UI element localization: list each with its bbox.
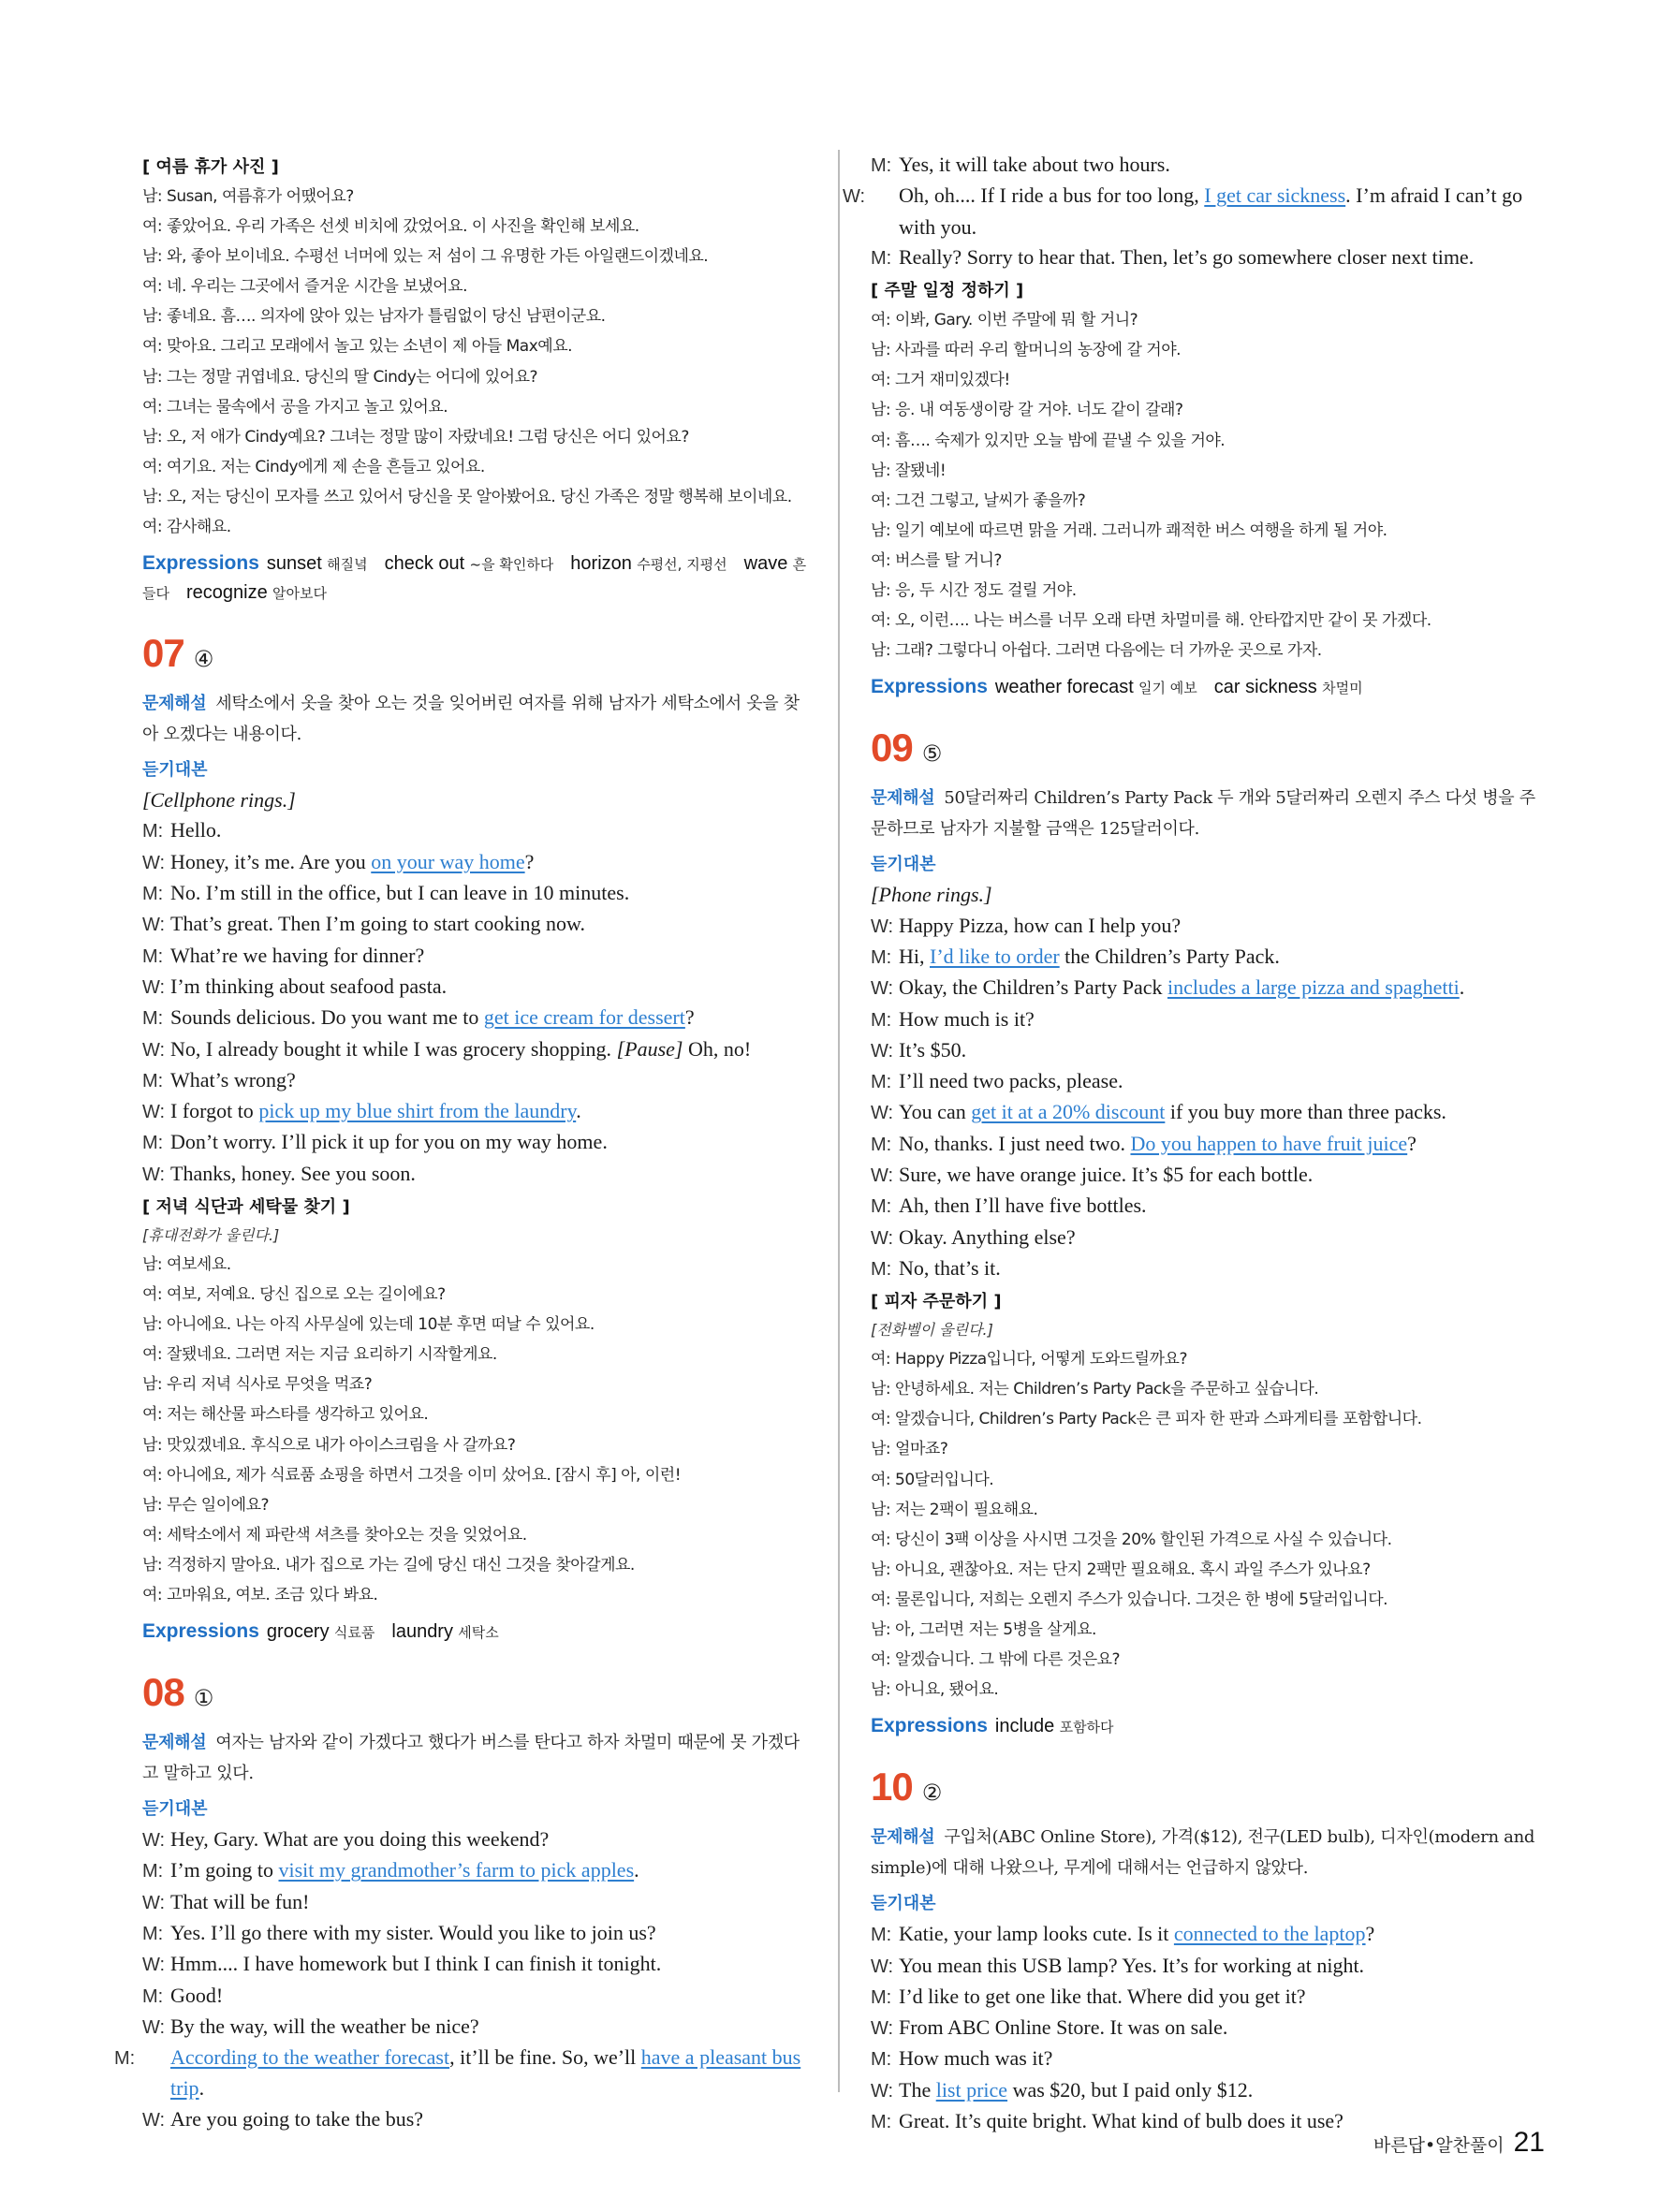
line-text: I’m thinking about seafood pasta.	[170, 974, 448, 998]
explanation	[142, 688, 809, 750]
kr-transcript-line: 여: 버스를 탈 거니?	[871, 550, 1002, 570]
kr-transcript-line: 여: 좋았어요. 우리 가족은 선셋 비치에 갔었어요. 이 사진을 확인해 보세요.	[142, 217, 639, 237]
speaker: M:	[114, 2048, 136, 2070]
page-number: 21	[1513, 2127, 1545, 2158]
line-text: Katie, your lamp looks cute. Is it	[899, 1922, 1174, 1946]
expression-term: recognize	[185, 582, 268, 604]
line-text: , it’ll be fine. So, we’ll	[449, 2045, 641, 2070]
line-text: ?	[684, 1005, 695, 1030]
speaker: M:	[142, 1070, 164, 1091]
line-text: Okay. Anything else?	[899, 1224, 1076, 1249]
line-text: By the way, will the weather be nice?	[170, 2014, 479, 2038]
dialogue-line	[871, 2013, 1537, 2044]
expressions-items	[995, 678, 1380, 697]
kr-section-title: [ 저녁 식단과 세탁물 찾기 ]	[142, 1196, 350, 1217]
line-text: From ABC Online Store. It was on sale.	[899, 2015, 1228, 2040]
dialogue-line	[871, 1004, 1537, 1035]
line-text: Hey, Gary. What are you doing this weekend?	[170, 1827, 550, 1852]
expressions-label: Expressions	[142, 1620, 259, 1643]
dialogue-line	[871, 1253, 1537, 1284]
kr-transcript-line: 남: 응. 내 여동생이랑 갈 거야. 너도 같이 갈래?	[871, 401, 1183, 420]
speaker: M:	[871, 1986, 892, 2008]
blank-answer: According to the weather forecast	[170, 2045, 450, 2070]
expression-term: include	[994, 1716, 1055, 1737]
pause-direction: [Pause]	[616, 1036, 683, 1061]
line-text: was $20, but I paid only $12.	[1007, 2077, 1254, 2102]
kr-transcript-line: 남: 우리 저녁 식사로 무엇을 먹죠?	[142, 1375, 373, 1395]
expression-meaning: 세탁소	[458, 1624, 499, 1642]
line-text: Good!	[170, 1983, 224, 2007]
line-text: No, thanks. I just need two.	[899, 1131, 1131, 1155]
kr-transcript-line: 남: 그는 정말 귀엽네요. 당신의 딸 Cindy는 어디에 있어요?	[142, 367, 538, 387]
speaker: W:	[142, 1955, 166, 1976]
dialogue-line	[142, 1065, 809, 1096]
kr-transcript-line: 여: 그건 그렇고, 날씨가 좋을까?	[871, 491, 1086, 510]
line-text: Honey, it’s me. Are you	[170, 849, 372, 873]
line-text: I’m going to	[170, 1858, 279, 1882]
kr-section-title: [ 피자 주문하기 ]	[871, 1292, 1002, 1312]
kr-transcript	[142, 1250, 809, 1610]
page-footer	[1373, 2127, 1545, 2164]
dialogue-line	[871, 150, 1537, 181]
answer-symbol: ①	[193, 1685, 214, 1712]
line-text: ?	[1407, 1131, 1417, 1155]
speaker: W:	[871, 1103, 894, 1124]
kr-transcript-line: 남: 저는 2팩이 필요해요.	[871, 1500, 1038, 1519]
line-text: Hmm.... I have homework but I think I can finish it tonight.	[170, 1952, 662, 1976]
blank-answer: includes a large pizza and spaghetti	[1167, 975, 1460, 1000]
line-text: Hi,	[899, 944, 930, 968]
line-text: What’re we having for dinner?	[170, 943, 425, 967]
speaker: M:	[142, 945, 164, 967]
line-text: Oh, oh.... If I ride a bus for too long,	[899, 183, 1205, 208]
line-text: Thanks, honey. See you soon.	[170, 1161, 416, 1185]
speaker: W:	[142, 852, 166, 873]
line-text: That will be fun!	[170, 1889, 310, 1913]
question-number: 08	[142, 1670, 184, 1715]
dialogue-line	[142, 1824, 809, 1855]
line-text: .	[634, 1858, 639, 1882]
blank-answer: I get car sickness	[1204, 183, 1346, 208]
explanation-text: 여자는 남자와 같이 가겠다고 했다가 버스를 탄다고 하자 차멀미 때문에 못 가겠다고 말하고 있다.	[142, 1733, 800, 1784]
speaker: W:	[871, 916, 894, 937]
line-text: ?	[1365, 1922, 1375, 1946]
kr-transcript-line: 여: 그거 재미있겠다!	[871, 371, 1010, 390]
line-text: Happy Pizza, how can I help you?	[899, 913, 1182, 937]
dialogue-line	[871, 242, 1537, 273]
book-title: 바른답•알찬풀이	[1373, 2135, 1505, 2156]
explanation	[871, 783, 1537, 844]
kr-section-title: [ 주말 일정 정하기 ]	[871, 281, 1024, 301]
kr-transcript-line: 여: 잘됐네요. 그러면 저는 지금 요리하기 시작할게요.	[142, 1345, 497, 1365]
script-label: 듣기대본	[142, 1799, 208, 1820]
speaker: W:	[142, 2016, 166, 2038]
kr-section-title: [ 여름 휴가 사진 ]	[142, 157, 279, 177]
kr-transcript-line: 여: Happy Pizza입니다, 어떻게 도와드릴까요?	[871, 1350, 1187, 1370]
line-text: You mean this USB lamp? Yes. It’s for working at night.	[899, 1953, 1365, 1977]
kr-transcript-line: 여: 아니에요, 제가 식료품 쇼핑을 하면서 그것을 이미 샀어요. [잠시 후] 아, 이런!	[142, 1465, 682, 1485]
kr-transcript-line: 남: 여보세요.	[142, 1254, 231, 1274]
expressions-label: Expressions	[142, 552, 259, 575]
dialogue-line	[871, 1223, 1537, 1253]
kr-transcript-line: 남: 얼마죠?	[871, 1440, 948, 1459]
question-number: 09	[871, 725, 913, 770]
speaker: W:	[871, 1956, 894, 1977]
kr-transcript-line: 남: 그래? 그렇다니 아쉽다. 그러면 다음에는 더 가까운 곳으로 가자.	[871, 641, 1322, 661]
line-text: Yes, it will take about two hours.	[899, 153, 1170, 176]
answer-symbol: ②	[921, 1780, 943, 1807]
kr-transcript-line: 남: 일기 예보에 따르면 맑을 거래. 그러니까 쾌적한 버스 여행을 하게 될 거야.	[871, 520, 1387, 540]
line-text: . I’m afraid I can’t go with you.	[899, 183, 1523, 239]
expression-term: laundry	[391, 1621, 453, 1643]
blank-answer: get ice cream for dessert	[483, 1005, 685, 1030]
speaker: W:	[142, 2109, 166, 2131]
dialogue-line	[142, 847, 809, 878]
dialogue-line	[871, 1129, 1537, 1160]
line-text: How much is it?	[899, 1006, 1035, 1031]
dialogue-line	[142, 972, 809, 1003]
kr-transcript-line: 남: 아니요, 됐어요.	[871, 1680, 999, 1700]
dialogue-line	[871, 1160, 1537, 1191]
kr-transcript-line: 여: 여기요. 저는 Cindy에게 제 손을 흔들고 있어요.	[142, 457, 485, 476]
expression-meaning: ~을 확인하다	[469, 556, 554, 574]
speaker: W:	[871, 1227, 894, 1249]
kr-stage-direction: [전화벨이 울린다.]	[871, 1321, 993, 1340]
line-text: Ah, then I’ll have five bottles.	[899, 1194, 1147, 1218]
dialogue-line	[142, 1918, 809, 1949]
blank-answer: connected to the laptop	[1173, 1922, 1366, 1946]
column-divider	[838, 150, 840, 2092]
speaker: W:	[142, 1039, 166, 1061]
speaker: M:	[142, 884, 164, 905]
stage-direction: [Phone rings.]	[871, 883, 992, 907]
kr-transcript-line: 남: 좋네요. 흠…. 의자에 앉아 있는 남자가 틀림없이 당신 남편이군요.	[142, 307, 606, 327]
line-text: .	[1459, 975, 1465, 1000]
kr-transcript-line: 남: 응, 두 시간 정도 걸릴 거야.	[871, 581, 1077, 601]
expression-term: horizon	[570, 553, 632, 575]
dialogue-line	[871, 2075, 1537, 2106]
speaker: W:	[871, 1165, 894, 1186]
blank-answer: Do you happen to have fruit juice	[1130, 1131, 1408, 1155]
kr-transcript-line: 여: 고마워요, 여보. 조금 있다 봐요.	[142, 1586, 378, 1605]
speaker: M:	[871, 1134, 892, 1155]
explanation-text: 구입처(ABC Online Store), 가격($12), 전구(LED bulb), 디자인(modern and simple)에 대해 나왔으나, 무게에 대해서는 언급하지 않았다.	[871, 1827, 1535, 1879]
line-text: if you buy more than three packs.	[1165, 1100, 1446, 1124]
dialogue-line	[871, 973, 1537, 1003]
question-header-08	[142, 1671, 809, 1723]
speaker: M:	[142, 1861, 164, 1882]
explanation	[142, 1727, 809, 1789]
line-text: the Children’s Party Pack.	[1059, 944, 1280, 968]
line-text: You can	[899, 1100, 972, 1124]
line-text: Okay, the Children’s Party Pack	[899, 975, 1167, 1000]
kr-transcript-line: 여: 이봐, Gary. 이번 주말에 뭐 할 거니?	[871, 311, 1138, 330]
speaker: W:	[142, 915, 166, 936]
explanation-label: 문제해설	[142, 1733, 207, 1753]
speaker: W:	[871, 978, 894, 1000]
blank-answer: pick up my blue shirt from the laundry	[258, 1099, 577, 1123]
line-text: ?	[524, 849, 535, 873]
dialogue-line	[142, 1127, 809, 1158]
dialogue-line	[871, 1951, 1537, 1982]
speaker: M:	[871, 2049, 892, 2071]
speaker: M:	[871, 2112, 892, 2133]
dialogue-line	[871, 911, 1537, 942]
line-text: I forgot to	[170, 1099, 259, 1123]
dialogue-line	[142, 878, 809, 909]
dialogue-line	[142, 1855, 809, 1886]
line-text: .	[198, 2076, 205, 2101]
answer-symbol: ④	[193, 646, 214, 673]
blank-answer: list price	[935, 2077, 1008, 2102]
speaker: M:	[871, 1925, 892, 1946]
speaker: M:	[871, 946, 892, 968]
blank-answer: visit my grandmother’s farm to pick apples	[278, 1858, 635, 1882]
dialogue-line	[142, 909, 809, 940]
expression-meaning: 수평선, 지평선	[637, 556, 727, 574]
kr-transcript-line: 여: 오, 이런…. 나는 버스를 너무 오래 타면 차멀미를 해. 안타깝지만 같이 못 가겠다.	[871, 611, 1431, 631]
dialogue-line	[843, 181, 1537, 242]
line-text: What’s wrong?	[170, 1067, 296, 1091]
kr-transcript-line: 여: 50달러입니다.	[871, 1470, 994, 1489]
expression-meaning: 포함하다	[1059, 1719, 1114, 1736]
right-column	[843, 150, 1537, 2137]
line-text: That’s great. Then I’m going to start cooking now.	[170, 912, 585, 936]
speaker: M:	[871, 155, 892, 176]
line-text: The	[899, 2077, 936, 2102]
question-number: 07	[142, 631, 184, 676]
kr-transcript-line: 남: 맛있겠네요. 후식으로 내가 아이스크림을 사 갈까요?	[142, 1435, 516, 1455]
kr-transcript-line: 여: 당신이 3팩 이상을 사시면 그것을 20% 할인된 가격으로 사실 수 있습니다.	[871, 1530, 1392, 1549]
line-text: No, I already bought it while I was grocery shopping.	[170, 1036, 617, 1061]
kr-transcript-line: 남: 오, 저 애가 Cindy예요? 그녀는 정말 많이 자랐네요! 그럼 당신은 어디 있어요?	[142, 427, 689, 447]
script-label: 듣기대본	[142, 760, 208, 781]
answer-symbol: ⑤	[921, 740, 943, 768]
expressions	[142, 549, 809, 608]
kr-transcript-line: 여: 그녀는 물속에서 공을 가지고 놀고 있어요.	[142, 397, 448, 417]
explanation-label: 문제해설	[871, 788, 935, 809]
expression-term: grocery	[266, 1621, 330, 1643]
line-text: Don’t worry. I’ll pick it up for you on my way home.	[170, 1130, 608, 1154]
speaker: W:	[142, 1164, 166, 1185]
kr-transcript-line: 남: 오, 저는 당신이 모자를 쓰고 있어서 당신을 못 알아봤어요. 당신 가족은 정말 행복해 보이네요.	[142, 487, 792, 506]
kr-transcript-line: 남: 아니에요. 나는 아직 사무실에 있는데 10분 후면 떠날 수 있어요.	[142, 1315, 595, 1335]
line-text: How much was it?	[899, 2046, 1053, 2071]
question-header-10	[871, 1765, 1537, 1818]
blank-answer: get it at a 20% discount	[971, 1100, 1166, 1124]
expressions-label: Expressions	[871, 676, 988, 698]
question-number: 10	[871, 1765, 913, 1809]
dialogue-line	[142, 815, 809, 846]
dialogue-line	[142, 941, 809, 972]
dialogue-line	[142, 2104, 809, 2135]
stage-direction: [Cellphone rings.]	[142, 788, 296, 813]
explanation	[871, 1822, 1537, 1883]
expression-term: sunset	[266, 553, 322, 575]
kr-stage-direction: [휴대전화가 울린다.]	[142, 1225, 280, 1244]
line-text: Are you going to take the bus?	[170, 2106, 424, 2131]
kr-transcript-line: 여: 저는 해산물 파스타를 생각하고 있어요.	[142, 1405, 429, 1425]
blank-answer: on your way home	[371, 849, 525, 873]
speaker: M:	[871, 1072, 892, 1093]
expressions-items	[267, 1622, 516, 1642]
dialogue-line	[871, 1097, 1537, 1128]
explanation-text: 50달러짜리 Children’s Party Pack 두 개와 5달러짜리 오렌지 주스 다섯 병을 주문하므로 남자가 지불할 금액은 125달러이다.	[871, 788, 1535, 840]
kr-transcript-line: 남: 걱정하지 말아요. 내가 집으로 가는 길에 당신 대신 그것을 찾아갈게요.	[142, 1555, 635, 1575]
expression-meaning: 흔들다	[142, 556, 807, 603]
kr-transcript-line: 여: 흠…. 숙제가 있지만 오늘 밤에 끝낼 수 있을 거야.	[871, 431, 1226, 450]
dialogue-line	[142, 1003, 809, 1033]
speaker: M:	[871, 1196, 892, 1218]
left-column	[114, 150, 809, 2135]
expression-meaning: 일기 예보	[1138, 680, 1197, 697]
dialogue-line	[142, 2012, 809, 2043]
kr-transcript	[871, 1344, 1537, 1705]
line-text: Sounds delicious. Do you want me to	[170, 1005, 484, 1030]
explanation-text: 세탁소에서 옷을 찾아 오는 것을 잊어버린 여자를 위해 남자가 세탁소에서 옷을 찾아 오겠다는 내용이다.	[142, 694, 800, 745]
line-text: Yes. I’ll go there with my sister. Would you like to join us?	[170, 1921, 656, 1944]
expression-meaning: 차멀미	[1322, 680, 1363, 697]
expressions-label: Expressions	[871, 1715, 988, 1737]
line-text: Oh, no!	[683, 1036, 752, 1061]
question-header-09	[871, 726, 1537, 779]
line-text: I’ll need two packs, please.	[899, 1069, 1123, 1093]
speaker: M:	[142, 1924, 164, 1944]
expression-meaning: 식료품	[333, 1624, 375, 1642]
expression-term: wave	[743, 553, 788, 575]
dialogue-line	[871, 942, 1537, 973]
speaker: M:	[142, 1008, 164, 1030]
line-text: Hello.	[170, 818, 222, 842]
speaker: M:	[871, 247, 892, 269]
expression-meaning: 알아보다	[272, 585, 327, 603]
kr-transcript-line: 남: 사과를 따러 우리 할머니의 농장에 갈 거야.	[871, 341, 1182, 360]
dialogue-line	[142, 1034, 809, 1065]
kr-transcript-line: 여: 세탁소에서 제 파란색 셔츠를 찾아오는 것을 잊었어요.	[142, 1525, 527, 1545]
expression-term: check out	[384, 553, 465, 575]
kr-transcript-line: 남: 아니요, 괜찮아요. 저는 단지 2팩만 필요해요. 혹시 과일 주스가 있나요?	[871, 1560, 1371, 1579]
kr-transcript-line: 여: 맞아요. 그리고 모래에서 놀고 있는 소년이 제 아들 Max예요.	[142, 337, 573, 357]
speaker: W:	[871, 2018, 894, 2040]
speaker: W:	[142, 1102, 166, 1123]
dialogue	[871, 1919, 1537, 2137]
dialogue	[114, 1824, 809, 2135]
speaker: W:	[871, 2080, 894, 2102]
speaker: M:	[871, 1258, 892, 1280]
kr-transcript-line: 여: 알겠습니다. 그 밖에 다른 것은요?	[871, 1650, 1121, 1670]
kr-transcript	[142, 182, 809, 542]
expressions	[871, 1712, 1537, 1741]
dialogue-line	[871, 1035, 1537, 1066]
script-label: 듣기대본	[871, 855, 936, 875]
kr-transcript-line: 남: 무슨 일이에요?	[142, 1495, 270, 1515]
line-text: No. I’m still in the office, but I can leave in 10 minutes.	[170, 881, 630, 905]
expressions	[871, 673, 1537, 702]
speaker: M:	[871, 1009, 892, 1031]
line-text: Really? Sorry to hear that. Then, let’s go somewhere closer next time.	[899, 244, 1475, 269]
kr-transcript	[871, 305, 1537, 666]
dialogue-line	[871, 1066, 1537, 1097]
line-text: Great. It’s quite bright. What kind of bulb does it use?	[899, 2109, 1343, 2133]
explanation-label: 문제해설	[871, 1827, 935, 1848]
expressions-items	[995, 1717, 1131, 1736]
dialogue-line	[142, 1949, 809, 1980]
speaker: W:	[871, 1040, 894, 1062]
dialogue-line	[142, 1096, 809, 1127]
dialogue-line	[871, 2044, 1537, 2074]
kr-transcript-line: 여: 감사해요.	[142, 518, 231, 537]
speaker: W:	[843, 186, 866, 208]
line-text: Sure, we have orange juice. It’s $5 for each bottle.	[899, 1162, 1314, 1186]
script-label: 듣기대본	[871, 1894, 936, 1914]
speaker: W:	[142, 1892, 166, 1913]
speaker: W:	[142, 976, 166, 998]
kr-transcript-line: 남: 와, 좋아 보이네요. 수평선 너머에 있는 저 섬이 그 유명한 가든 아일랜드이겠네요.	[142, 247, 709, 267]
blank-answer: I’d like to order	[930, 944, 1060, 968]
line-text: It’s $50.	[899, 1037, 967, 1062]
dialogue-line	[871, 1191, 1537, 1222]
kr-transcript-line: 남: 아, 그러면 저는 5병을 살게요.	[871, 1620, 1096, 1640]
dialogue-line	[871, 1919, 1537, 1950]
expressions	[142, 1618, 809, 1647]
expression-term: weather forecast	[994, 677, 1134, 698]
dialogue-line	[142, 1887, 809, 1918]
dialogue-line	[114, 2043, 809, 2104]
speaker: M:	[142, 821, 164, 842]
dialogue	[142, 815, 809, 1190]
speaker: M:	[142, 1985, 164, 2007]
kr-transcript-line: 여: 네. 우리는 그곳에서 즐거운 시간을 보냈어요.	[142, 277, 467, 297]
question-header-07	[142, 632, 809, 684]
speaker: W:	[142, 1830, 166, 1852]
kr-transcript-line: 여: 물론입니다, 저희는 오렌지 주스가 있습니다. 그것은 한 병에 5달러입니다.	[871, 1589, 1388, 1609]
kr-transcript-line: 남: 잘됐네!	[871, 461, 947, 480]
expression-term: car sickness	[1213, 677, 1317, 698]
expression-meaning: 해질녘	[327, 556, 368, 574]
blank-answer: have a pleasant bus trip	[170, 2045, 801, 2101]
dialogue-line	[142, 1981, 809, 2012]
dialogue	[871, 911, 1537, 1285]
speaker: M:	[142, 1133, 164, 1154]
explanation-label: 문제해설	[142, 694, 207, 714]
kr-transcript-line: 여: 여보, 저예요. 당신 집으로 오는 길이에요?	[142, 1285, 446, 1305]
kr-transcript-line: 남: 안녕하세요. 저는 Children’s Party Pack을 주문하고 싶습니다.	[871, 1380, 1319, 1399]
dialogue-line	[871, 1982, 1537, 2013]
dialogue	[843, 150, 1537, 273]
line-text: .	[576, 1099, 581, 1123]
line-text: No, that’s it.	[899, 1255, 1001, 1280]
dialogue-line	[142, 1159, 809, 1190]
kr-transcript-line: 남: Susan, 여름휴가 어땠어요?	[142, 187, 354, 206]
line-text: I’d like to get one like that. Where did you get it?	[899, 1984, 1306, 2008]
kr-transcript-line: 여: 알겠습니다, Children’s Party Pack은 큰 피자 한 판과 스파게티를 포함합니다.	[871, 1410, 1422, 1429]
